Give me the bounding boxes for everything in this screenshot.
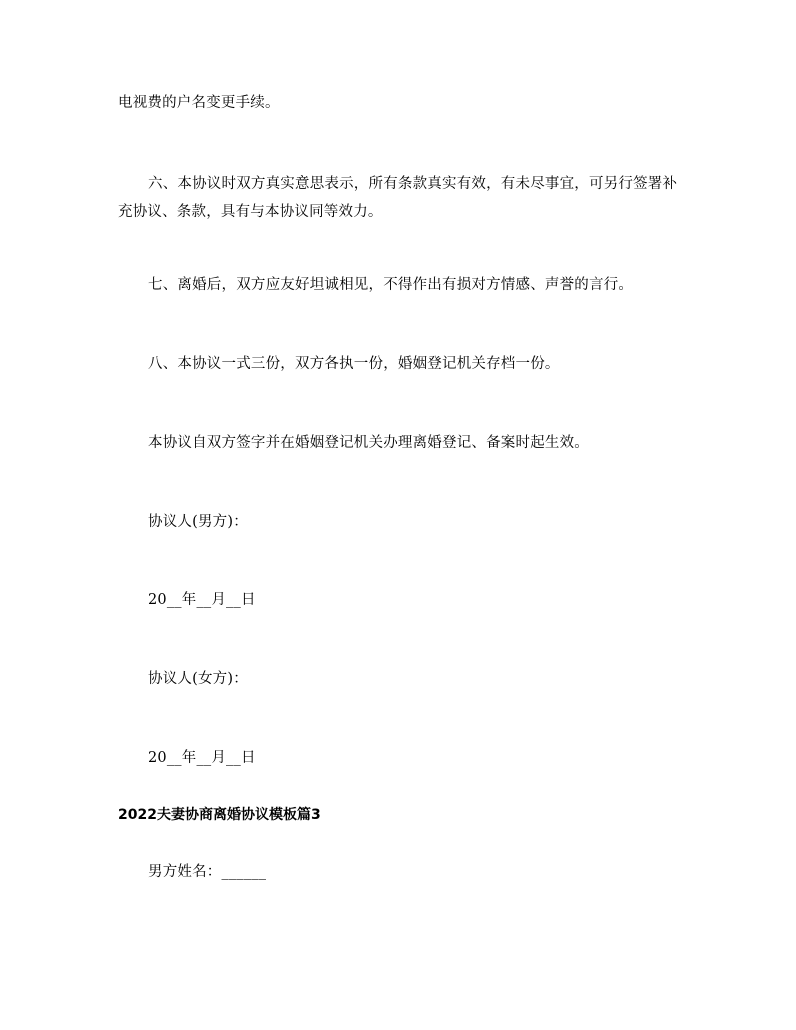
- clause-eight: 八、本协议一式三份，双方各执一份，婚姻登记机关存档一份。: [148, 356, 560, 372]
- male-name-field: 男方姓名：______: [148, 864, 267, 880]
- date-line-female: 20__年__月__日: [148, 750, 256, 766]
- signatory-female: 协议人(女方)：: [148, 671, 248, 687]
- date-line-male: 20__年__月__日: [148, 592, 256, 608]
- clause-six: 六、本协议时双方真实意思表示，所有条款真实有效，有未尽事宜，可另行签署补充协议、条款，具有与本协议同等效力。: [118, 176, 678, 220]
- clause-seven: 七、离婚后，双方应友好坦诚相见，不得作出有损对方情感、声誉的言行。: [148, 277, 634, 293]
- paragraph-continuation: 电视费的户名变更手续。: [118, 95, 280, 111]
- section-heading: 2022夫妻协商离婚协议模板篇3: [118, 807, 321, 823]
- effective-clause: 本协议自双方签字并在婚姻登记机关办理离婚登记、备案时起生效。: [148, 435, 589, 451]
- signatory-male: 协议人(男方)：: [148, 514, 248, 530]
